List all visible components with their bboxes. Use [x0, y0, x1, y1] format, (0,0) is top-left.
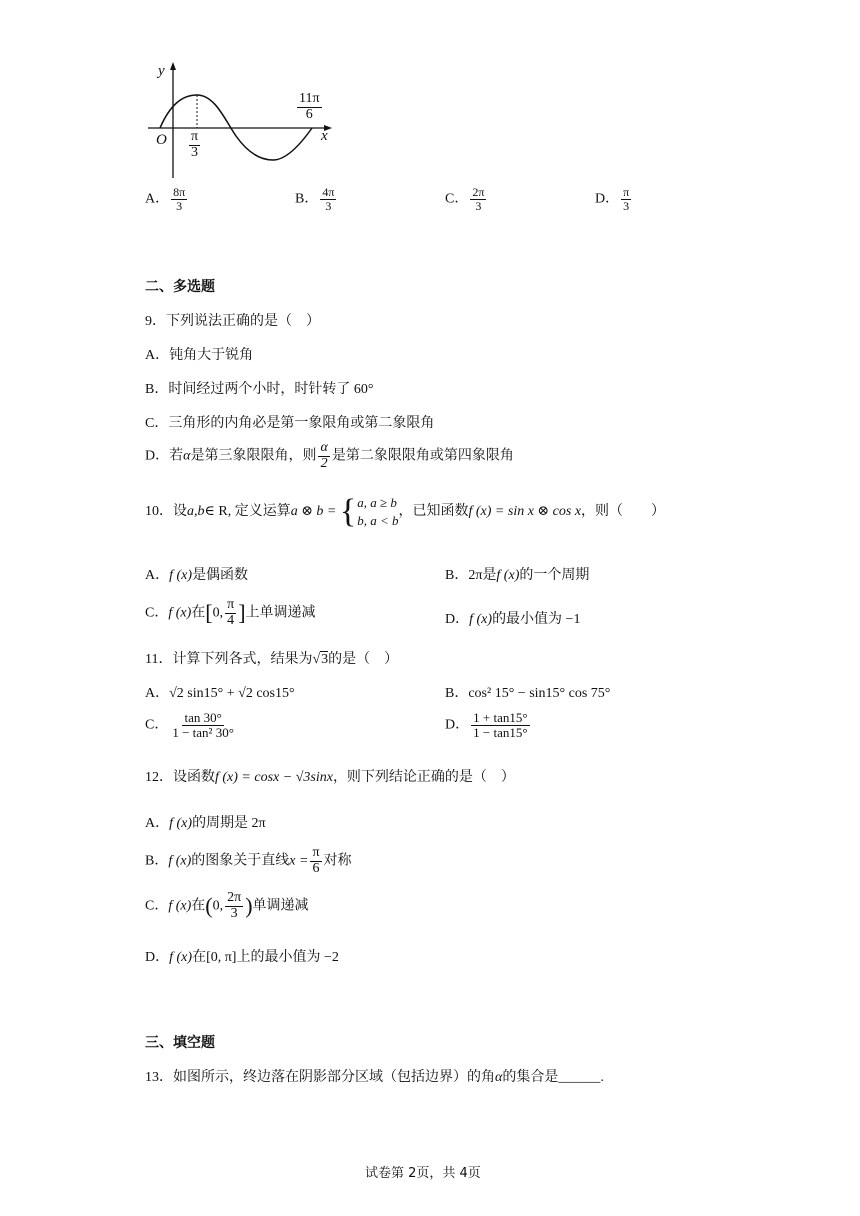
graph-y-label: y — [158, 63, 165, 79]
q8-option-b[interactable]: B． $\frac{4\pi}{3}$ — [295, 185, 335, 213]
q9-option-c[interactable]: C．三角形的内角必是第一象限角或第二象限角 — [145, 416, 435, 431]
q11-option-d[interactable]: D． $\frac{1 + \tan 15^\circ}{1 - \tan 15^\circ}$ — [445, 710, 528, 740]
q11-option-b[interactable]: B．cos² 15° − sin15° cos 75° — [445, 686, 611, 701]
graph-tick-11pi-6: $\frac{11\pi}{6}$ — [299, 91, 320, 122]
y-axis-arrow — [170, 62, 176, 70]
q9-option-b[interactable]: B．时间经过两个小时，时针转了 60° — [145, 382, 374, 397]
q11-stem: 11．计算下列各式，结果为√3的是（ ） — [145, 652, 399, 667]
q10-option-d[interactable]: D．f (x)的最小值为 −1 — [445, 612, 581, 627]
page-footer: 试卷第 2页，共 4页 — [365, 1166, 481, 1181]
q12-option-d[interactable]: D．f (x)在[0, π]上的最小值为 −2 — [145, 950, 339, 965]
q13-stem: 13．如图所示，终边落在阴影部分区域（包括边界）的角α的集合是______. — [145, 1070, 604, 1085]
q11-option-c[interactable]: C． $\frac{\tan 30^\circ}{\text{1 − tan² 30°}}$ — [145, 710, 234, 740]
q12-stem: 12．设函数f (x) = cosx − √3sinx，则下列结论正确的是（ ） — [145, 770, 515, 785]
q8-option-c[interactable]: C． $\frac{2\pi}{3}$ — [445, 185, 485, 213]
q12-option-b[interactable]: B．f (x)的图象关于直线x = $\frac{\pi}{6}$ 对称 — [145, 845, 352, 876]
q8-option-a[interactable]: A． $\frac{8\pi}{3}$ — [145, 185, 186, 213]
q10-option-c[interactable]: C．f (x)在[0, $\frac{\pi}{4}$ ]上单调递减 — [145, 597, 316, 628]
graph-origin-label: O — [156, 132, 167, 148]
graph-x-label: x — [321, 128, 328, 144]
q12-option-a[interactable]: A．f (x)的周期是 2π — [145, 816, 266, 831]
q9-option-d[interactable]: D．若α是第三象限限角，则 $\frac{\alpha}{2}$ 是第二象限限角或第四象限角 — [145, 440, 514, 471]
section-multi-choice: 二、多选题 — [145, 279, 215, 295]
q9-option-a[interactable]: A．钝角大于锐角 — [145, 348, 254, 363]
graph-tick-pi-3: $\frac{\pi}{3}$ — [191, 129, 199, 160]
section-fill-blank: 三、填空题 — [145, 1035, 215, 1051]
q8-option-d[interactable]: D． $\frac{\pi}{3}$ — [595, 185, 630, 213]
q12-option-c[interactable]: C．f (x)在(0, $\frac{2\pi}{3}$ )单调递减 — [145, 890, 309, 921]
q9-stem: 9．下列说法正确的是（ ） — [145, 314, 320, 329]
q10-stem: 10．设a,b∈ R, 定义运算a ⊗ b = { a, a ≥ b b, a < b ，已知函数f (x) = sin x ⊗ cos x，则（ ） — [145, 492, 666, 530]
q10-option-a[interactable]: A．f (x)是偶函数 — [145, 568, 249, 583]
q11-option-a[interactable]: A．√2 sin15° + √2 cos15° — [145, 686, 295, 701]
q10-option-b[interactable]: B．2π是f (x)的一个周期 — [445, 568, 590, 583]
